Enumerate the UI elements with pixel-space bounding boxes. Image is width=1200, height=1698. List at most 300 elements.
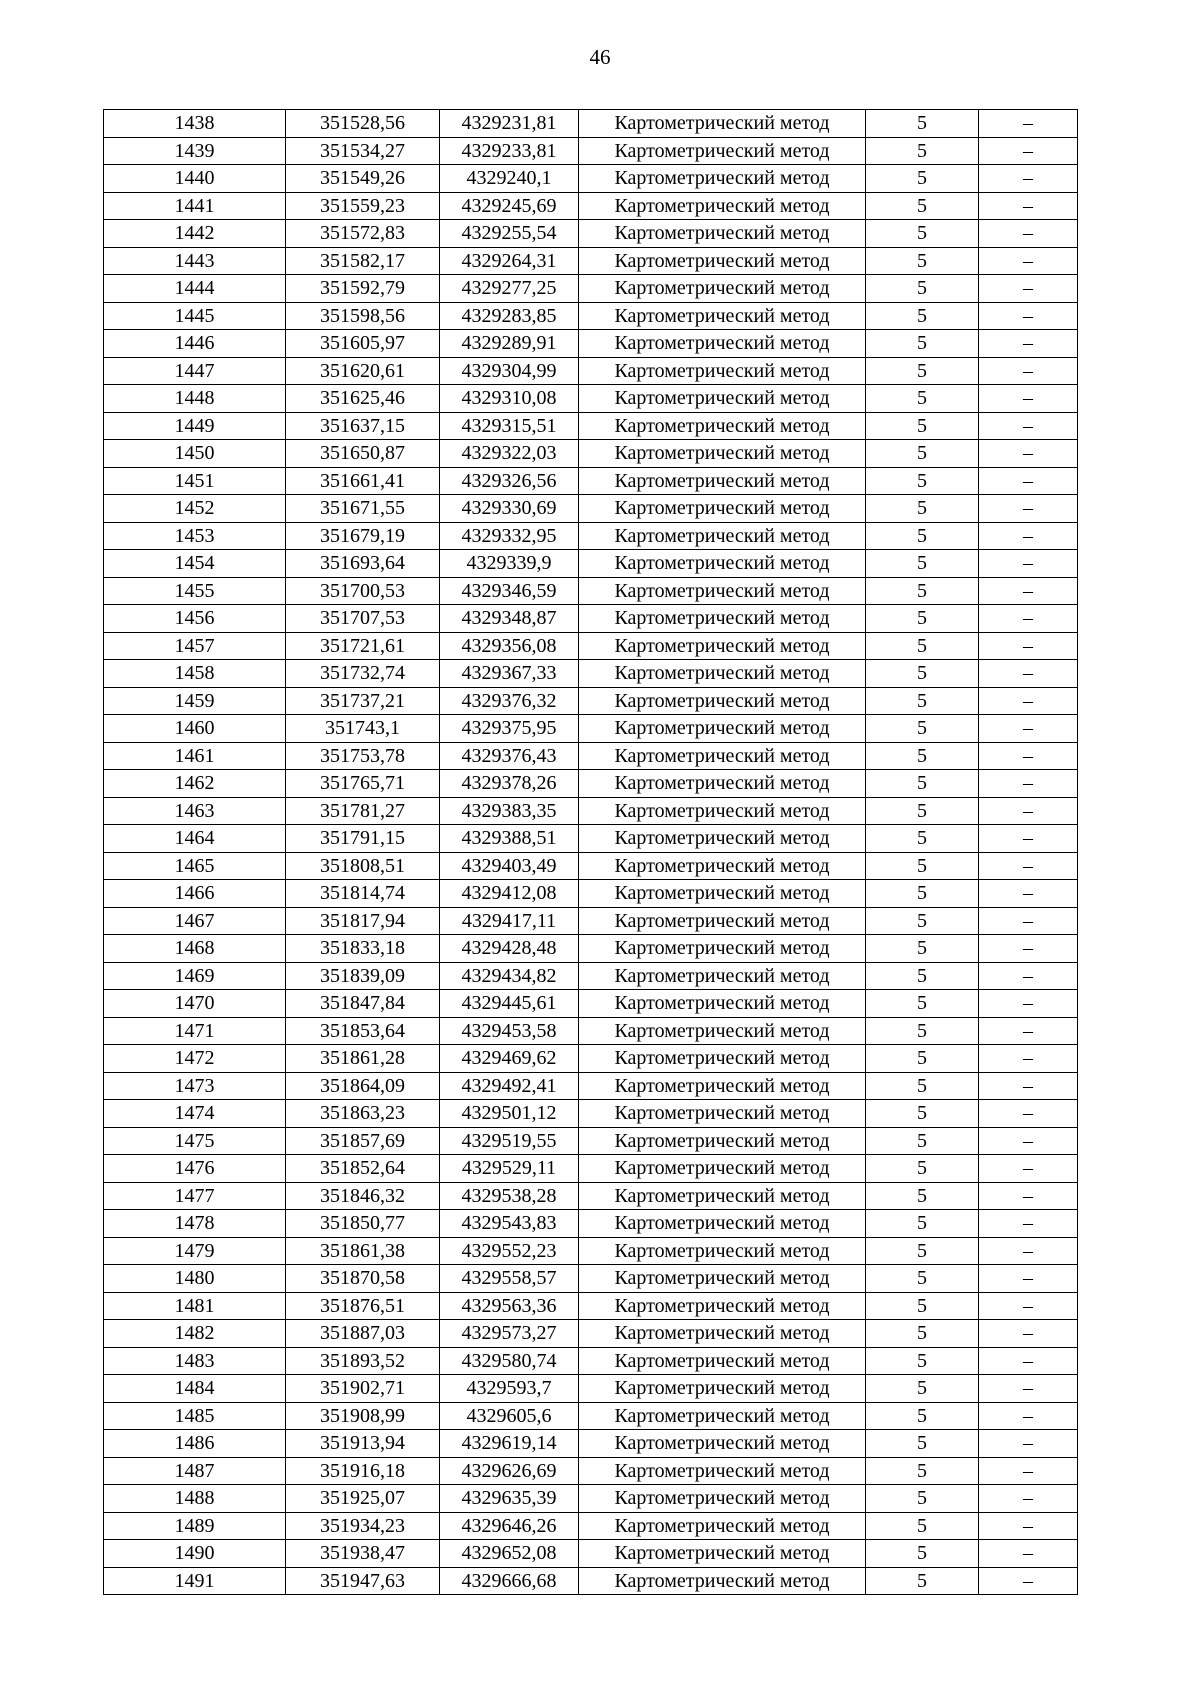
point-number-cell: 1489 [104, 1512, 286, 1540]
method-cell: Картометрический метод [579, 137, 866, 165]
point-number-cell: 1448 [104, 385, 286, 413]
accuracy-cell: 5 [866, 357, 979, 385]
point-number-cell: 1438 [104, 110, 286, 138]
y-coordinate-cell: 4329383,35 [440, 797, 579, 825]
x-coordinate-cell: 351598,56 [286, 302, 440, 330]
table-row [104, 1292, 1078, 1320]
x-coordinate-cell: 351853,64 [286, 1017, 440, 1045]
table-row [104, 1375, 1078, 1403]
method-cell: Картометрический метод [579, 1567, 866, 1595]
method-cell: Картометрический метод [579, 1402, 866, 1430]
accuracy-cell: 5 [866, 1375, 979, 1403]
accuracy-cell: 5 [866, 1155, 979, 1183]
table-row [104, 1457, 1078, 1485]
method-cell: Картометрический метод [579, 1072, 866, 1100]
point-number-cell: 1480 [104, 1265, 286, 1293]
y-coordinate-cell: 4329277,25 [440, 275, 579, 303]
method-cell: Картометрический метод [579, 330, 866, 358]
point-number-cell: 1471 [104, 1017, 286, 1045]
accuracy-cell: 5 [866, 687, 979, 715]
x-coordinate-cell: 351839,09 [286, 962, 440, 990]
y-coordinate-cell: 4329245,69 [440, 192, 579, 220]
y-coordinate-cell: 4329646,26 [440, 1512, 579, 1540]
note-cell: – [979, 632, 1078, 660]
point-number-cell: 1485 [104, 1402, 286, 1430]
point-number-cell: 1460 [104, 715, 286, 743]
note-cell: – [979, 220, 1078, 248]
y-coordinate-cell: 4329453,58 [440, 1017, 579, 1045]
x-coordinate-cell: 351700,53 [286, 577, 440, 605]
method-cell: Картометрический метод [579, 1265, 866, 1293]
accuracy-cell: 5 [866, 1430, 979, 1458]
x-coordinate-cell: 351908,99 [286, 1402, 440, 1430]
table-row [104, 1320, 1078, 1348]
method-cell: Картометрический метод [579, 742, 866, 770]
point-number-cell: 1441 [104, 192, 286, 220]
y-coordinate-cell: 4329326,56 [440, 467, 579, 495]
point-number-cell: 1466 [104, 880, 286, 908]
note-cell: – [979, 1402, 1078, 1430]
table-row [104, 330, 1078, 358]
note-cell: – [979, 385, 1078, 413]
method-cell: Картометрический метод [579, 797, 866, 825]
point-number-cell: 1446 [104, 330, 286, 358]
note-cell: – [979, 330, 1078, 358]
y-coordinate-cell: 4329315,51 [440, 412, 579, 440]
point-number-cell: 1491 [104, 1567, 286, 1595]
x-coordinate-cell: 351572,83 [286, 220, 440, 248]
accuracy-cell: 5 [866, 247, 979, 275]
note-cell: – [979, 880, 1078, 908]
note-cell: – [979, 990, 1078, 1018]
note-cell: – [979, 165, 1078, 193]
y-coordinate-cell: 4329388,51 [440, 825, 579, 853]
x-coordinate-cell: 351808,51 [286, 852, 440, 880]
accuracy-cell: 5 [866, 165, 979, 193]
y-coordinate-cell: 4329240,1 [440, 165, 579, 193]
table-row [104, 1182, 1078, 1210]
table-row [104, 660, 1078, 688]
accuracy-cell: 5 [866, 550, 979, 578]
note-cell: – [979, 962, 1078, 990]
x-coordinate-cell: 351876,51 [286, 1292, 440, 1320]
note-cell: – [979, 1485, 1078, 1513]
table-row [104, 1567, 1078, 1595]
accuracy-cell: 5 [866, 880, 979, 908]
x-coordinate-cell: 351817,94 [286, 907, 440, 935]
note-cell: – [979, 412, 1078, 440]
note-cell: – [979, 1567, 1078, 1595]
table-row [104, 1347, 1078, 1375]
accuracy-cell: 5 [866, 302, 979, 330]
x-coordinate-cell: 351947,63 [286, 1567, 440, 1595]
y-coordinate-cell: 4329580,74 [440, 1347, 579, 1375]
y-coordinate-cell: 4329558,57 [440, 1265, 579, 1293]
table-row [104, 990, 1078, 1018]
accuracy-cell: 5 [866, 1292, 979, 1320]
method-cell: Картометрический метод [579, 495, 866, 523]
method-cell: Картометрический метод [579, 1512, 866, 1540]
y-coordinate-cell: 4329412,08 [440, 880, 579, 908]
method-cell: Картометрический метод [579, 1375, 866, 1403]
x-coordinate-cell: 351861,28 [286, 1045, 440, 1073]
accuracy-cell: 5 [866, 715, 979, 743]
note-cell: – [979, 1127, 1078, 1155]
y-coordinate-cell: 4329573,27 [440, 1320, 579, 1348]
y-coordinate-cell: 4329231,81 [440, 110, 579, 138]
point-number-cell: 1453 [104, 522, 286, 550]
point-number-cell: 1458 [104, 660, 286, 688]
accuracy-cell: 5 [866, 935, 979, 963]
x-coordinate-cell: 351781,27 [286, 797, 440, 825]
y-coordinate-cell: 4329322,03 [440, 440, 579, 468]
point-number-cell: 1474 [104, 1100, 286, 1128]
accuracy-cell: 5 [866, 1100, 979, 1128]
method-cell: Картометрический метод [579, 1347, 866, 1375]
x-coordinate-cell: 351732,74 [286, 660, 440, 688]
y-coordinate-cell: 4329605,6 [440, 1402, 579, 1430]
table-row [104, 522, 1078, 550]
point-number-cell: 1468 [104, 935, 286, 963]
point-number-cell: 1454 [104, 550, 286, 578]
note-cell: – [979, 1265, 1078, 1293]
method-cell: Картометрический метод [579, 467, 866, 495]
note-cell: – [979, 357, 1078, 385]
accuracy-cell: 5 [866, 1457, 979, 1485]
coordinates-table-body [104, 110, 1078, 1595]
x-coordinate-cell: 351693,64 [286, 550, 440, 578]
method-cell: Картометрический метод [579, 715, 866, 743]
table-row [104, 687, 1078, 715]
note-cell: – [979, 495, 1078, 523]
y-coordinate-cell: 4329375,95 [440, 715, 579, 743]
note-cell: – [979, 275, 1078, 303]
point-number-cell: 1450 [104, 440, 286, 468]
accuracy-cell: 5 [866, 192, 979, 220]
y-coordinate-cell: 4329469,62 [440, 1045, 579, 1073]
table-row [104, 715, 1078, 743]
point-number-cell: 1457 [104, 632, 286, 660]
method-cell: Картометрический метод [579, 605, 866, 633]
table-row [104, 440, 1078, 468]
method-cell: Картометрический метод [579, 220, 866, 248]
x-coordinate-cell: 351850,77 [286, 1210, 440, 1238]
table-row [104, 165, 1078, 193]
note-cell: – [979, 192, 1078, 220]
note-cell: – [979, 1375, 1078, 1403]
method-cell: Картометрический метод [579, 522, 866, 550]
point-number-cell: 1442 [104, 220, 286, 248]
point-number-cell: 1479 [104, 1237, 286, 1265]
y-coordinate-cell: 4329255,54 [440, 220, 579, 248]
point-number-cell: 1445 [104, 302, 286, 330]
method-cell: Картометрический метод [579, 687, 866, 715]
method-cell: Картометрический метод [579, 770, 866, 798]
x-coordinate-cell: 351534,27 [286, 137, 440, 165]
note-cell: – [979, 1457, 1078, 1485]
x-coordinate-cell: 351893,52 [286, 1347, 440, 1375]
method-cell: Картометрический метод [579, 880, 866, 908]
accuracy-cell: 5 [866, 110, 979, 138]
point-number-cell: 1478 [104, 1210, 286, 1238]
point-number-cell: 1476 [104, 1155, 286, 1183]
point-number-cell: 1451 [104, 467, 286, 495]
x-coordinate-cell: 351852,64 [286, 1155, 440, 1183]
y-coordinate-cell: 4329283,85 [440, 302, 579, 330]
table-row [104, 1127, 1078, 1155]
point-number-cell: 1484 [104, 1375, 286, 1403]
table-row [104, 1100, 1078, 1128]
accuracy-cell: 5 [866, 1210, 979, 1238]
accuracy-cell: 5 [866, 577, 979, 605]
accuracy-cell: 5 [866, 385, 979, 413]
note-cell: – [979, 660, 1078, 688]
method-cell: Картометрический метод [579, 192, 866, 220]
table-row [104, 247, 1078, 275]
table-row [104, 605, 1078, 633]
method-cell: Картометрический метод [579, 385, 866, 413]
y-coordinate-cell: 4329652,08 [440, 1540, 579, 1568]
accuracy-cell: 5 [866, 990, 979, 1018]
x-coordinate-cell: 351938,47 [286, 1540, 440, 1568]
accuracy-cell: 5 [866, 467, 979, 495]
table-row [104, 192, 1078, 220]
x-coordinate-cell: 351870,58 [286, 1265, 440, 1293]
table-row [104, 137, 1078, 165]
table-row [104, 825, 1078, 853]
method-cell: Картометрический метод [579, 550, 866, 578]
y-coordinate-cell: 4329445,61 [440, 990, 579, 1018]
table-row [104, 852, 1078, 880]
note-cell: – [979, 1210, 1078, 1238]
y-coordinate-cell: 4329332,95 [440, 522, 579, 550]
x-coordinate-cell: 351814,74 [286, 880, 440, 908]
note-cell: – [979, 1512, 1078, 1540]
x-coordinate-cell: 351833,18 [286, 935, 440, 963]
accuracy-cell: 5 [866, 1567, 979, 1595]
accuracy-cell: 5 [866, 770, 979, 798]
method-cell: Картометрический метод [579, 907, 866, 935]
accuracy-cell: 5 [866, 220, 979, 248]
accuracy-cell: 5 [866, 1127, 979, 1155]
x-coordinate-cell: 351925,07 [286, 1485, 440, 1513]
x-coordinate-cell: 351861,38 [286, 1237, 440, 1265]
accuracy-cell: 5 [866, 412, 979, 440]
note-cell: – [979, 1017, 1078, 1045]
accuracy-cell: 5 [866, 605, 979, 633]
x-coordinate-cell: 351559,23 [286, 192, 440, 220]
note-cell: – [979, 1045, 1078, 1073]
accuracy-cell: 5 [866, 1072, 979, 1100]
method-cell: Картометрический метод [579, 302, 866, 330]
table-row [104, 632, 1078, 660]
x-coordinate-cell: 351625,46 [286, 385, 440, 413]
method-cell: Картометрический метод [579, 632, 866, 660]
table-row [104, 220, 1078, 248]
method-cell: Картометрический метод [579, 1237, 866, 1265]
y-coordinate-cell: 4329434,82 [440, 962, 579, 990]
method-cell: Картометрический метод [579, 440, 866, 468]
accuracy-cell: 5 [866, 1512, 979, 1540]
table-row [104, 1265, 1078, 1293]
note-cell: – [979, 440, 1078, 468]
y-coordinate-cell: 4329529,11 [440, 1155, 579, 1183]
note-cell: – [979, 770, 1078, 798]
note-cell: – [979, 110, 1078, 138]
accuracy-cell: 5 [866, 495, 979, 523]
accuracy-cell: 5 [866, 825, 979, 853]
y-coordinate-cell: 4329356,08 [440, 632, 579, 660]
method-cell: Картометрический метод [579, 1457, 866, 1485]
table-row [104, 1155, 1078, 1183]
note-cell: – [979, 1347, 1078, 1375]
method-cell: Картометрический метод [579, 110, 866, 138]
note-cell: – [979, 825, 1078, 853]
note-cell: – [979, 742, 1078, 770]
y-coordinate-cell: 4329310,08 [440, 385, 579, 413]
table-row [104, 962, 1078, 990]
point-number-cell: 1482 [104, 1320, 286, 1348]
note-cell: – [979, 1237, 1078, 1265]
table-row [104, 1237, 1078, 1265]
method-cell: Картометрический метод [579, 1155, 866, 1183]
note-cell: – [979, 1072, 1078, 1100]
note-cell: – [979, 1100, 1078, 1128]
point-number-cell: 1470 [104, 990, 286, 1018]
y-coordinate-cell: 4329367,33 [440, 660, 579, 688]
accuracy-cell: 5 [866, 522, 979, 550]
method-cell: Картометрический метод [579, 1292, 866, 1320]
note-cell: – [979, 247, 1078, 275]
method-cell: Картометрический метод [579, 660, 866, 688]
x-coordinate-cell: 351753,78 [286, 742, 440, 770]
point-number-cell: 1462 [104, 770, 286, 798]
y-coordinate-cell: 4329348,87 [440, 605, 579, 633]
x-coordinate-cell: 351637,15 [286, 412, 440, 440]
y-coordinate-cell: 4329428,48 [440, 935, 579, 963]
table-row [104, 550, 1078, 578]
accuracy-cell: 5 [866, 660, 979, 688]
x-coordinate-cell: 351863,23 [286, 1100, 440, 1128]
table-row [104, 302, 1078, 330]
point-number-cell: 1473 [104, 1072, 286, 1100]
y-coordinate-cell: 4329330,69 [440, 495, 579, 523]
accuracy-cell: 5 [866, 1045, 979, 1073]
table-row [104, 412, 1078, 440]
method-cell: Картометрический метод [579, 1540, 866, 1568]
method-cell: Картометрический метод [579, 825, 866, 853]
accuracy-cell: 5 [866, 962, 979, 990]
x-coordinate-cell: 351765,71 [286, 770, 440, 798]
x-coordinate-cell: 351847,84 [286, 990, 440, 1018]
method-cell: Картометрический метод [579, 852, 866, 880]
y-coordinate-cell: 4329289,91 [440, 330, 579, 358]
table-row [104, 1485, 1078, 1513]
point-number-cell: 1449 [104, 412, 286, 440]
point-number-cell: 1465 [104, 852, 286, 880]
table-row [104, 275, 1078, 303]
method-cell: Картометрический метод [579, 1045, 866, 1073]
y-coordinate-cell: 4329635,39 [440, 1485, 579, 1513]
table-row [104, 797, 1078, 825]
method-cell: Картометрический метод [579, 412, 866, 440]
y-coordinate-cell: 4329233,81 [440, 137, 579, 165]
point-number-cell: 1452 [104, 495, 286, 523]
x-coordinate-cell: 351902,71 [286, 1375, 440, 1403]
point-number-cell: 1464 [104, 825, 286, 853]
table-row [104, 1540, 1078, 1568]
accuracy-cell: 5 [866, 742, 979, 770]
point-number-cell: 1481 [104, 1292, 286, 1320]
method-cell: Картометрический метод [579, 1320, 866, 1348]
y-coordinate-cell: 4329519,55 [440, 1127, 579, 1155]
accuracy-cell: 5 [866, 852, 979, 880]
y-coordinate-cell: 4329501,12 [440, 1100, 579, 1128]
point-number-cell: 1486 [104, 1430, 286, 1458]
table-row [104, 1017, 1078, 1045]
method-cell: Картометрический метод [579, 990, 866, 1018]
x-coordinate-cell: 351528,56 [286, 110, 440, 138]
accuracy-cell: 5 [866, 797, 979, 825]
point-number-cell: 1483 [104, 1347, 286, 1375]
x-coordinate-cell: 351934,23 [286, 1512, 440, 1540]
accuracy-cell: 5 [866, 1265, 979, 1293]
accuracy-cell: 5 [866, 1017, 979, 1045]
table-row [104, 1072, 1078, 1100]
point-number-cell: 1469 [104, 962, 286, 990]
note-cell: – [979, 907, 1078, 935]
accuracy-cell: 5 [866, 1540, 979, 1568]
note-cell: – [979, 550, 1078, 578]
method-cell: Картометрический метод [579, 1100, 866, 1128]
page-number: 46 [589, 45, 611, 69]
x-coordinate-cell: 351913,94 [286, 1430, 440, 1458]
note-cell: – [979, 1540, 1078, 1568]
x-coordinate-cell: 351887,03 [286, 1320, 440, 1348]
point-number-cell: 1447 [104, 357, 286, 385]
x-coordinate-cell: 351857,69 [286, 1127, 440, 1155]
accuracy-cell: 5 [866, 440, 979, 468]
x-coordinate-cell: 351679,19 [286, 522, 440, 550]
method-cell: Картометрический метод [579, 357, 866, 385]
note-cell: – [979, 1182, 1078, 1210]
method-cell: Картометрический метод [579, 1017, 866, 1045]
accuracy-cell: 5 [866, 1485, 979, 1513]
y-coordinate-cell: 4329543,83 [440, 1210, 579, 1238]
table-row [104, 1210, 1078, 1238]
note-cell: – [979, 715, 1078, 743]
note-cell: – [979, 302, 1078, 330]
y-coordinate-cell: 4329666,68 [440, 1567, 579, 1595]
method-cell: Картометрический метод [579, 1210, 866, 1238]
point-number-cell: 1456 [104, 605, 286, 633]
y-coordinate-cell: 4329403,49 [440, 852, 579, 880]
table-row [104, 495, 1078, 523]
note-cell: – [979, 687, 1078, 715]
y-coordinate-cell: 4329264,31 [440, 247, 579, 275]
point-number-cell: 1490 [104, 1540, 286, 1568]
point-number-cell: 1463 [104, 797, 286, 825]
point-number-cell: 1459 [104, 687, 286, 715]
y-coordinate-cell: 4329339,9 [440, 550, 579, 578]
point-number-cell: 1443 [104, 247, 286, 275]
accuracy-cell: 5 [866, 1347, 979, 1375]
accuracy-cell: 5 [866, 1402, 979, 1430]
point-number-cell: 1440 [104, 165, 286, 193]
accuracy-cell: 5 [866, 1320, 979, 1348]
point-number-cell: 1488 [104, 1485, 286, 1513]
point-number-cell: 1467 [104, 907, 286, 935]
